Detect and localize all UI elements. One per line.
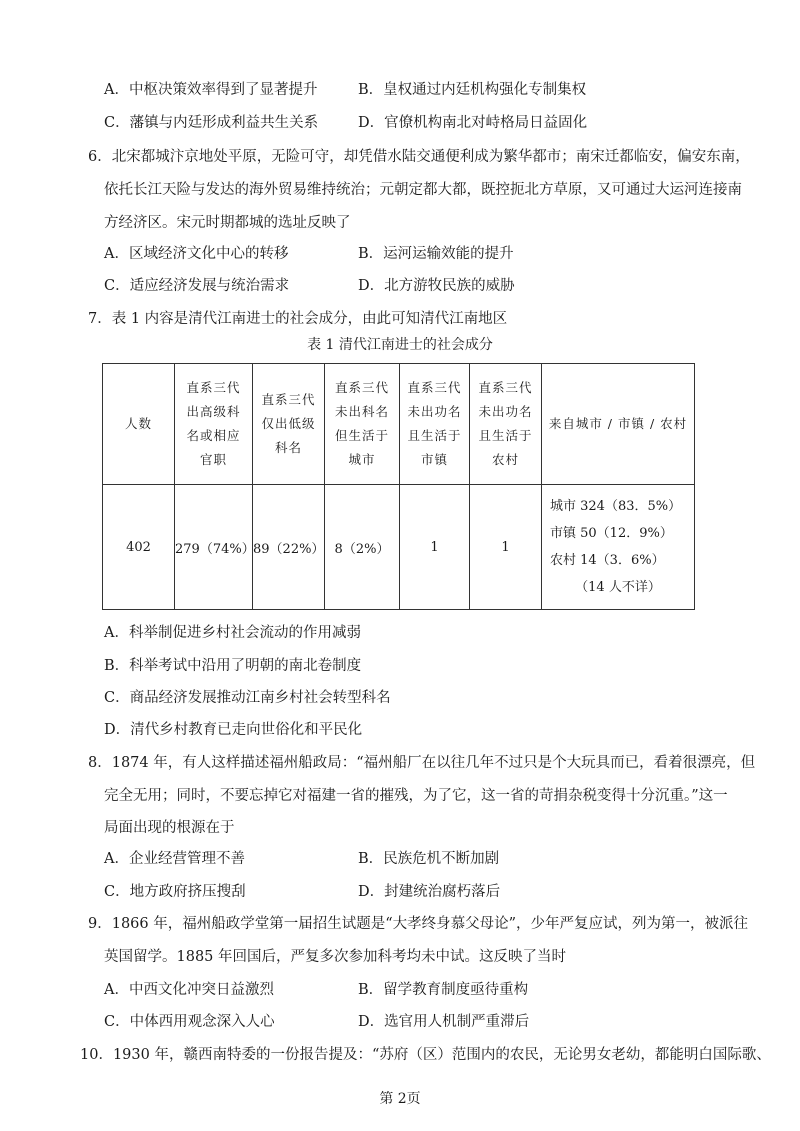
q6-stem-line2: 依托长江天险与发达的海外贸易维持统治；元朝定都大都，既控扼北方草原，又可通过大运河连接南: [104, 182, 742, 198]
q7-option-a: A．科举制促进乡村社会流动的作用减弱: [104, 625, 361, 641]
q9-option-d: D．选官用人机制严重滞后: [358, 1014, 530, 1030]
q9-option-a: A．中西文化冲突日益激烈: [104, 982, 274, 998]
q9-stem-line2: 英国留学。1885 年回国后，严复多次参加科考均未中试。这反映了当时: [104, 949, 567, 965]
header-high-rank: 直系三代 出高级科 名或相应 官职: [175, 364, 253, 485]
q6-option-b: B．运河运输效能的提升: [358, 246, 514, 262]
q8-option-c: C．地方政府挤压搜刮: [104, 884, 246, 900]
q5-option-d: D．官僚机构南北对峙格局日益固化: [358, 115, 588, 131]
q6-option-d: D．北方游牧民族的威胁: [358, 278, 515, 294]
cell-high-rank: 279（74%）: [175, 485, 253, 610]
table-caption: 表 1 清代江南进士的社会成分: [307, 337, 493, 353]
q5-option-b: B．皇权通过内廷机构强化专制集权: [358, 82, 587, 98]
cell-origin: 城市 324（83．5%） 市镇 50（12．9%） 农村 14（3．6%） （14 人不详）: [542, 485, 695, 610]
q6-stem-line1: 6．北宋都城汴京地处平原，无险可守，却凭借水陆交通便利成为繁华都市；南宋迁都临安，偏安东南，: [88, 149, 750, 165]
q6-option-c: C．适应经济发展与统治需求: [104, 278, 290, 294]
q5-option-c: C．藩镇与内廷形成利益共生关系: [104, 115, 319, 131]
table-header-row: [103, 364, 695, 485]
social-composition-table: [102, 363, 695, 610]
q8-option-b: B．民族危机不断加剧: [358, 851, 500, 867]
q8-option-d: D．封建统治腐朽落后: [358, 884, 501, 900]
cell-low-rank: 89（22%）: [253, 485, 325, 610]
q9-option-c: C．中体西用观念深入人心: [104, 1014, 275, 1030]
table-row: [103, 485, 695, 610]
cell-no-rank-city: 8（2%）: [325, 485, 400, 610]
header-no-rank-city: 直系三代 未出科名 但生活于 城市: [325, 364, 400, 485]
header-origin: 来自城市 / 市镇 / 农村: [542, 364, 695, 485]
q8-option-a: A．企业经营管理不善: [104, 851, 245, 867]
q7-stem: 7．表 1 内容是清代江南进士的社会成分，由此可知清代江南地区: [88, 311, 508, 327]
q8-stem-line1: 8．1874 年，有人这样描述福州船政局：“福州船厂在以往几年不过只是个大玩具而已，看着很漂亮，但: [88, 755, 756, 771]
q8-stem-line3: 局面出现的根源在于: [104, 820, 235, 836]
header-low-rank: 直系三代 仅出低级 科名: [253, 364, 325, 485]
q9-stem-line1: 9．1866 年，福州船政学堂第一届招生试题是“大孝终身慕父母论”，少年严复应试，列为第一，被派往: [88, 916, 749, 932]
header-count: 人数: [103, 364, 175, 485]
q10-stem-line1: 10．1930 年，赣西南特委的一份报告提及：“苏府（区）范围内的农民，无论男女老幼，都能明白国际歌、: [80, 1047, 771, 1063]
q9-option-b: B．留学教育制度亟待重构: [358, 982, 529, 998]
cell-no-rank-village: 1: [470, 485, 542, 610]
page-number: 第 2页: [379, 1091, 421, 1107]
header-no-rank-town: 直系三代 未出功名 且生活于 市镇: [400, 364, 470, 485]
q6-option-a: A．区域经济文化中心的转移: [104, 246, 289, 262]
q7-option-b: B．科举考试中沿用了明朝的南北卷制度: [104, 658, 362, 674]
cell-no-rank-town: 1: [400, 485, 470, 610]
q7-option-d: D．清代乡村教育已走向世俗化和平民化: [104, 722, 363, 738]
header-no-rank-village: 直系三代 未出功名 且生活于 农村: [470, 364, 542, 485]
q8-stem-line2: 完全无用；同时，不要忘掉它对福建一省的摧残，为了它，这一省的苛捐杂税变得十分沉重。”这一: [104, 788, 728, 804]
cell-count: 402: [103, 485, 175, 610]
q6-stem-line3: 方经济区。宋元时期都城的选址反映了: [104, 215, 351, 231]
q7-option-c: C．商品经济发展推动江南乡村社会转型科名: [104, 690, 391, 706]
q5-option-a: A．中枢决策效率得到了显著提升: [104, 82, 318, 98]
